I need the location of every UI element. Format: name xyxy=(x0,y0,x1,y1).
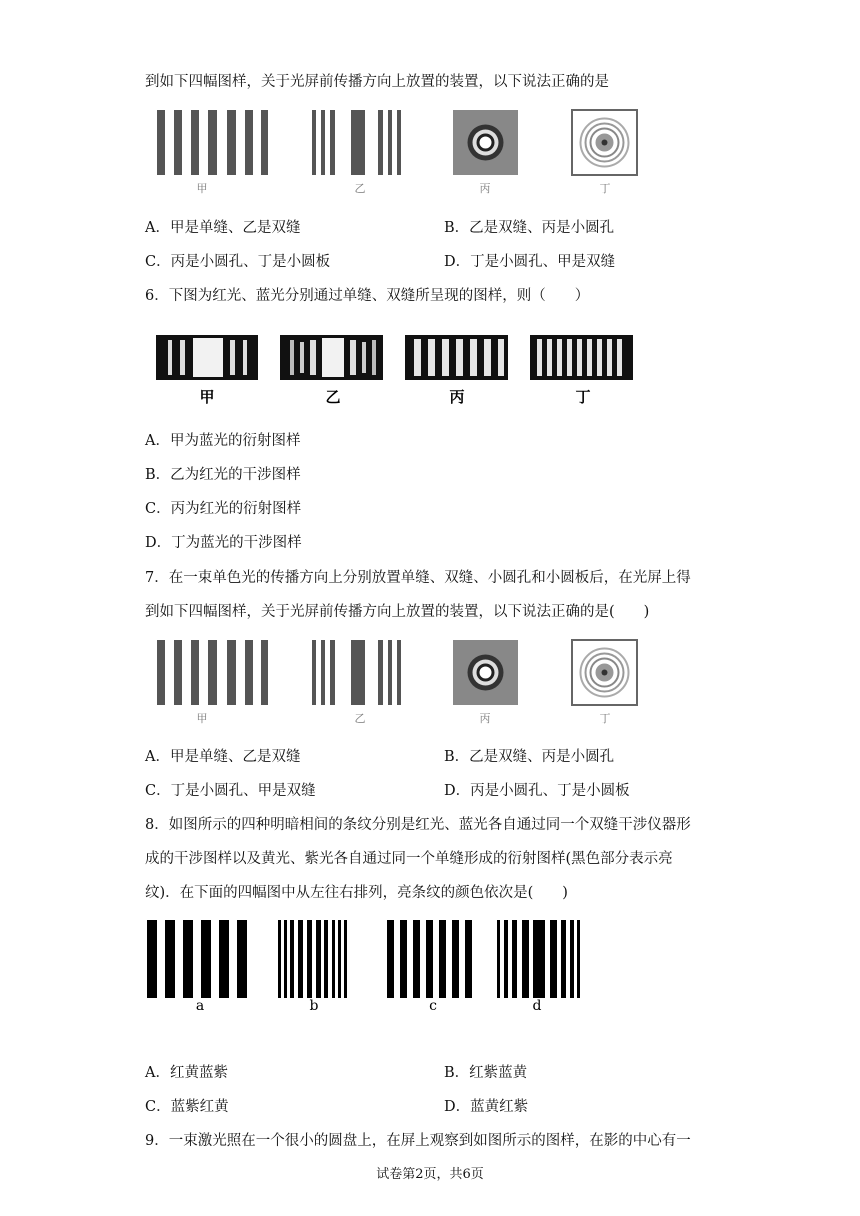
q6-option-d: D．丁为蓝光的干涉图样 xyxy=(145,535,302,551)
q8-option-c: C．蓝紫红黄 xyxy=(145,1099,229,1115)
q8-pattern-d xyxy=(497,920,580,998)
q7-option-c: C．丁是小圆孔、甲是双缝 xyxy=(145,783,316,799)
q5-pattern-bing xyxy=(453,110,518,175)
q6-option-c: C．丙为红光的衍射图样 xyxy=(145,501,302,517)
q8-pattern-a xyxy=(147,920,247,998)
q6-label-yi: 乙 xyxy=(325,388,341,406)
q6-option-a: A．甲为蓝光的衍射图样 xyxy=(145,433,301,449)
q5-option-a: A．甲是单缝、乙是双缝 xyxy=(145,220,301,236)
q8-label-d: d xyxy=(532,998,542,1014)
q7-pattern-jia xyxy=(157,640,268,705)
q8-option-a: A．红黄蓝紫 xyxy=(145,1065,228,1081)
q5-label-yi: 乙 xyxy=(354,182,366,195)
q5-stem-tail: 到如下四幅图样，关于光屏前传播方向上放置的装置，以下说法正确的是 xyxy=(145,74,609,90)
q6-label-ding: 丁 xyxy=(575,388,591,406)
q7-option-b: B．乙是双缝、丙是小圆孔 xyxy=(444,749,615,765)
q8-pattern-c xyxy=(387,920,472,998)
q6-pattern-bing xyxy=(405,335,508,380)
q6-figure xyxy=(140,330,650,385)
q6-pattern-yi xyxy=(280,335,383,380)
page-footer: 试卷第2页，共6页 xyxy=(376,1167,484,1182)
q8-label-a: a xyxy=(195,998,205,1014)
q7-stem-line2: 到如下四幅图样，关于光屏前传播方向上放置的装置，以下说法正确的是( ) xyxy=(145,604,650,620)
q8-option-b: B．红紫蓝黄 xyxy=(444,1065,528,1081)
q5-pattern-yi xyxy=(312,110,401,175)
q7-pattern-bing xyxy=(453,640,518,705)
q5-label-bing: 丙 xyxy=(479,182,491,195)
q8-stem-line1: 8．如图所示的四种明暗相间的条纹分别是红光、蓝光各自通过同一个双缝干涉仪器形 xyxy=(145,817,691,833)
q7-stem-line1: 7．在一束单色光的传播方向上分别放置单缝、双缝、小圆孔和小圆板后，在光屏上得 xyxy=(145,570,691,586)
q6-label-bing: 丙 xyxy=(449,388,465,406)
q7-label-bing: 丙 xyxy=(479,712,491,725)
q6-option-b: B．乙为红光的干涉图样 xyxy=(145,467,301,483)
q8-stem-line2: 成的干涉图样以及黄光、紫光各自通过同一个单缝形成的衍射图样(黑色部分表示亮 xyxy=(145,851,673,867)
q7-label-jia: 甲 xyxy=(196,712,208,725)
q7-label-yi: 乙 xyxy=(354,712,366,725)
q8-stem-line3: 纹)．在下面的四幅图中从左往右排列，亮条纹的颜色依次是( ) xyxy=(145,885,568,901)
q6-stem: 6．下图为红光、蓝光分别通过单缝、双缝所呈现的图样，则（ ） xyxy=(145,288,590,304)
q5-pattern-jia xyxy=(157,110,268,175)
q8-figure xyxy=(140,915,590,1000)
q6-label-jia: 甲 xyxy=(199,388,215,406)
q7-pattern-ding xyxy=(572,640,637,705)
q5-label-ding: 丁 xyxy=(599,182,611,195)
q8-label-b: b xyxy=(309,998,319,1014)
q5-option-d: D．丁是小圆孔、甲是双缝 xyxy=(444,254,616,270)
q6-pattern-jia xyxy=(156,335,258,380)
q5-option-c: C．丙是小圆孔、丁是小圆板 xyxy=(145,254,331,270)
q5-pattern-ding xyxy=(572,110,637,175)
q5-option-b: B．乙是双缝、丙是小圆孔 xyxy=(444,220,615,236)
q8-pattern-b xyxy=(278,920,347,998)
q7-option-a: A．甲是单缝、乙是双缝 xyxy=(145,749,301,765)
q6-pattern-ding xyxy=(530,335,633,380)
q7-label-ding: 丁 xyxy=(599,712,611,725)
q9-stem-line1: 9．一束激光照在一个很小的圆盘上，在屏上观察到如图所示的图样，在影的中心有一 xyxy=(145,1133,691,1149)
q5-label-jia: 甲 xyxy=(196,182,208,195)
q7-pattern-yi xyxy=(312,640,401,705)
q8-option-d: D．蓝黄红紫 xyxy=(444,1099,529,1115)
q8-label-c: c xyxy=(429,998,437,1014)
q7-option-d: D．丙是小圆孔、丁是小圆板 xyxy=(444,783,630,799)
